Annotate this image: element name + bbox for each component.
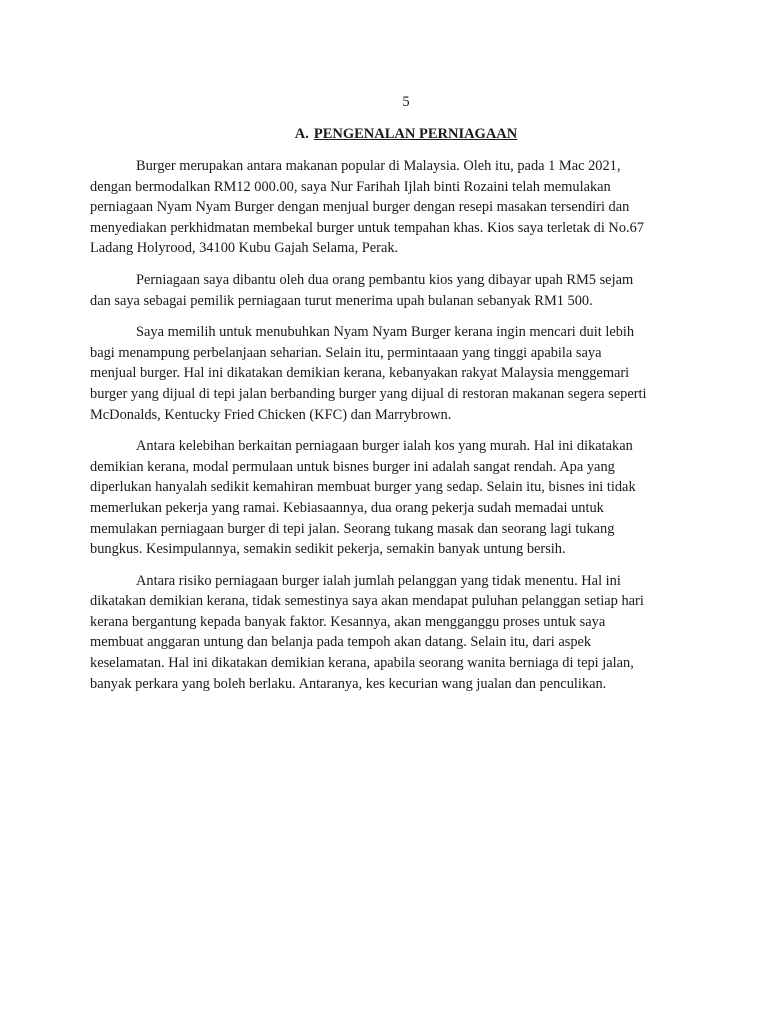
paragraph-line: banyak perkara yang boleh berlaku. Antaranya, kes kecurian wang jualan dan penculikan. [90, 675, 607, 692]
page-number: 5 [402, 94, 410, 110]
paragraph-line: menjual burger. Hal ini dikatakan demikian kerana, kebanyakan rakyat Malaysia menggemari [90, 365, 630, 382]
body-text [90, 156, 690, 705]
paragraph-line: memerlukan pekerja yang ramai. Kebiasaannya, dua orang pekerja sudah memadai untuk [90, 499, 604, 516]
paragraph-staff [90, 270, 690, 311]
paragraph-line: Antara risiko perniagaan burger ialah jumlah pelanggan yang tidak menentu. Hal ini [136, 572, 621, 589]
paragraph-line: Perniagaan saya dibantu oleh dua orang pembantu kios yang dibayar upah RM5 sejam [136, 271, 634, 288]
paragraph-line: dan saya sebagai pemilik perniagaan turut menerima upah bulanan sebanyak RM1 500. [90, 292, 593, 309]
section-heading-text: PENGENALAN PERNIAGAAN [313, 126, 518, 142]
paragraph-line: Antara kelebihan berkaitan perniagaan burger ialah kos yang murah. Hal ini dikatakan [136, 438, 633, 455]
section-heading-marker: A. [294, 126, 309, 142]
paragraph-line: bungkus. Kesimpulannya, semakin sedikit pekerja, semakin banyak untung bersih. [90, 541, 566, 558]
paragraph-line: dikatakan demikian kerana, tidak semestinya saya akan mendapat puluhan pelanggan setiap hari [90, 593, 644, 610]
paragraph-line: Saya memilih untuk menubuhkan Nyam Nyam Burger kerana ingin mencari duit lebih [136, 324, 635, 341]
paragraph-line: perniagaan Nyam Nyam Burger dengan menjual burger dengan resepi masakan tersendiri dan [90, 199, 630, 216]
paragraph-line: memulakan perniagaan burger di tepi jalan. Seorang tukang masak dan seorang lagi tukang [90, 520, 615, 537]
paragraph-line: demikian kerana, modal permulaan untuk bisnes burger ini adalah sangat rendah. Apa yang [90, 458, 615, 475]
paragraph-line: McDonalds, Kentucky Fried Chicken (KFC) dan Marrybrown. [90, 406, 452, 423]
paragraph-line: menyediakan perkhidmatan membekal burger untuk tempahan khas. Kios saya terletak di No.67 [90, 219, 645, 236]
paragraph-line: bagi menampung perbelanjaan seharian. Selain itu, permintaaan yang tinggi apabila saya [90, 344, 602, 361]
paragraph-line: kerana bergantung kepada banyak faktor. Kesannya, akan mengganggu proses untuk saya [90, 613, 606, 630]
paragraph-line: diperlukan hanyalah sedikit kemahiran membuat burger yang sedap. Selain itu, bisnes ini tidak [90, 479, 636, 496]
paragraph-line: keselamatan. Hal ini dikatakan demikian kerana, apabila seorang wanita berniaga di tepi jalan, [90, 655, 634, 672]
paragraph-line: Burger merupakan antara makanan popular di Malaysia. Oleh itu, pada 1 Mac 2021, [136, 158, 621, 174]
paragraph-line: Ladang Holyrood, 34100 Kubu Gajah Selama, Perak. [90, 240, 399, 257]
paragraph-intro [90, 156, 690, 259]
paragraph-advantages [90, 436, 690, 560]
paragraph-line: burger yang dijual di tepi jalan berbanding burger yang dijual di restoran makanan segera seperti [90, 385, 647, 402]
paragraph-line: dengan bermodalkan RM12 000.00, saya Nur Farihah Ijlah binti Rozaini telah memulakan [90, 178, 611, 195]
paragraph-line: membuat anggaran untung dan belanja pada tempoh akan datang. Selain itu, dari aspek [90, 634, 592, 651]
section-heading [0, 124, 768, 144]
paragraph-reason [90, 322, 690, 425]
paragraph-risks [90, 571, 690, 695]
